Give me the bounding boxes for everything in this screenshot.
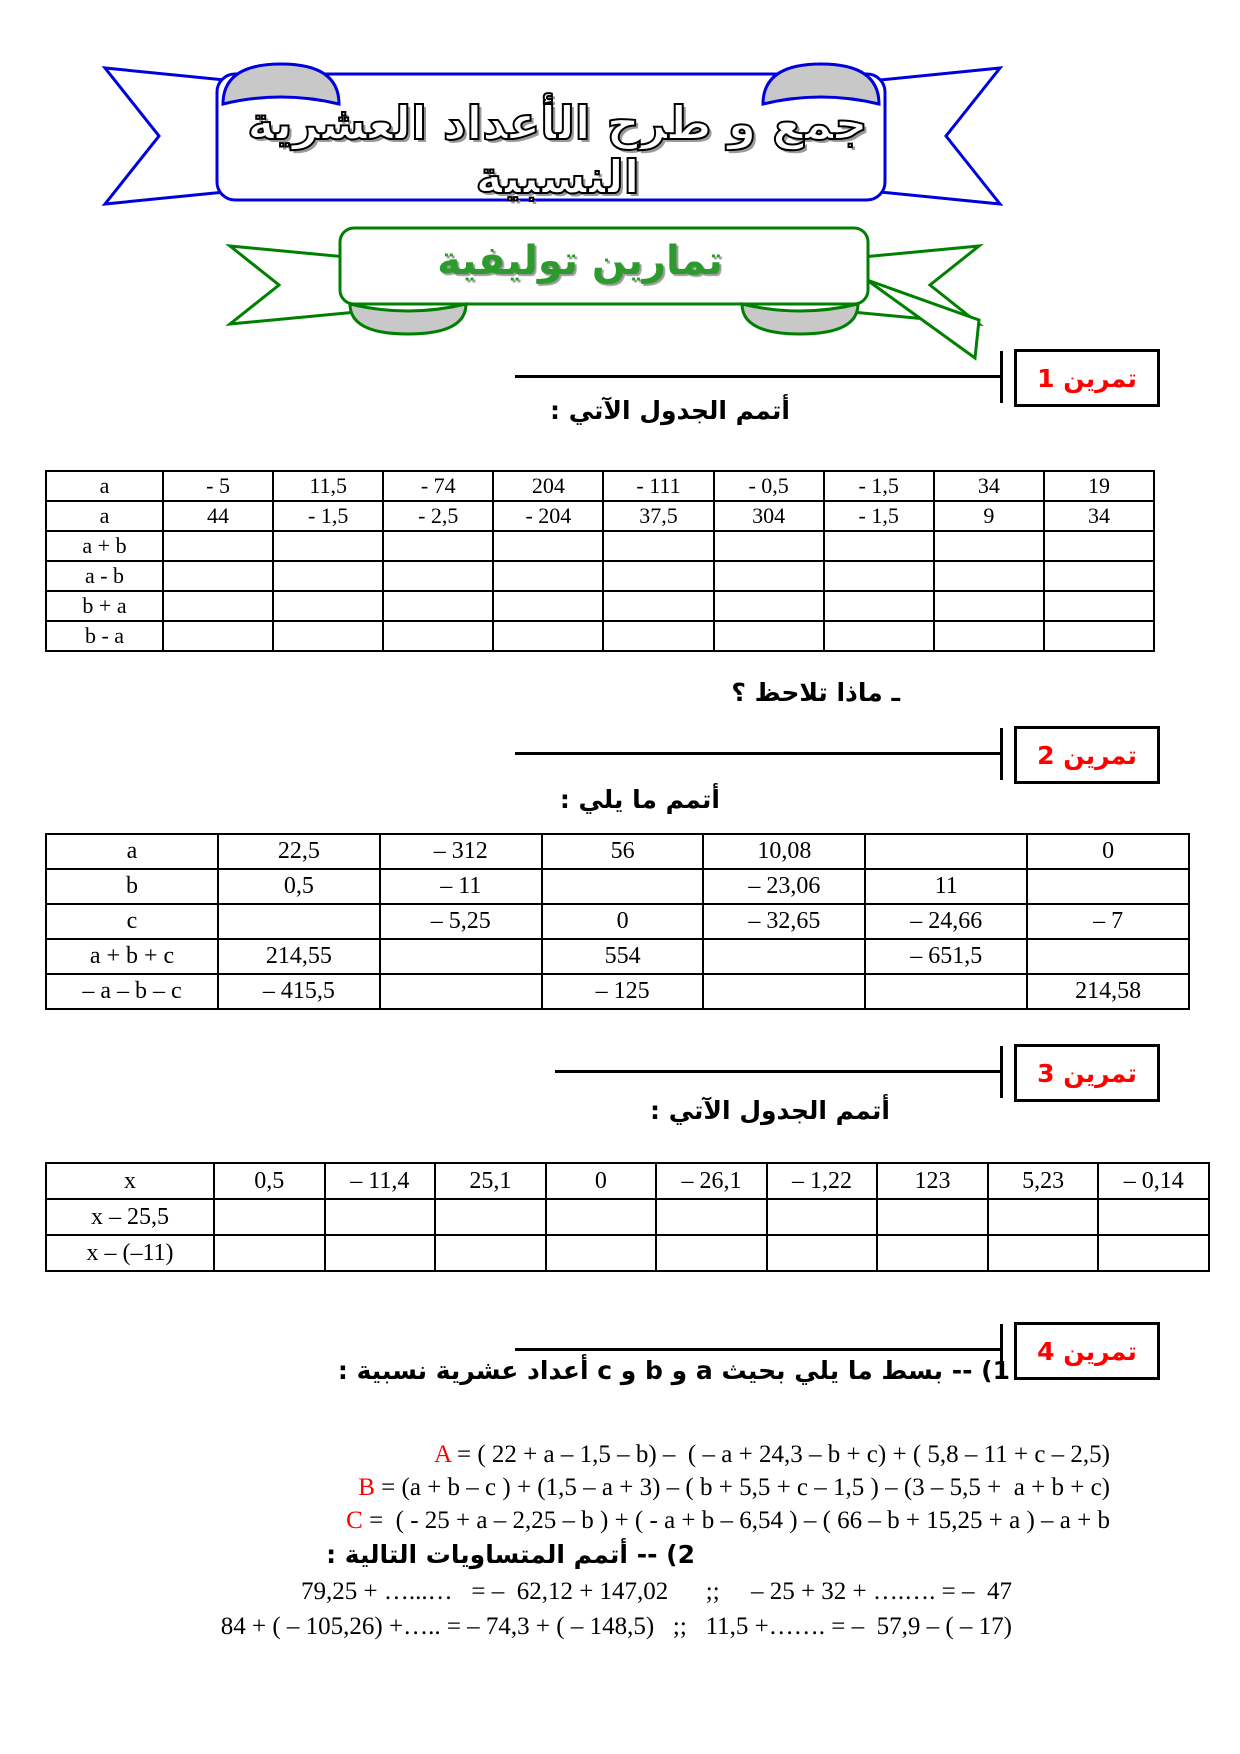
table-cell: 19 [1044, 471, 1154, 501]
table-cell: 11,5 [273, 471, 383, 501]
table-cell [325, 1199, 436, 1235]
table-cell: 214,55 [218, 939, 380, 974]
table-cell [273, 621, 383, 651]
table-row [46, 591, 1154, 621]
table-cell [435, 1235, 546, 1271]
table-cell [714, 591, 824, 621]
exercise-1-table [45, 470, 1155, 652]
table-cell [934, 591, 1044, 621]
table-cell [273, 531, 383, 561]
table-cell [603, 561, 713, 591]
exercise-3-divider-line [555, 1070, 1002, 1073]
table-cell: 214,58 [1027, 974, 1189, 1009]
table-cell: - 1,5 [824, 471, 934, 501]
table-cell [383, 621, 493, 651]
table-row [46, 1199, 1209, 1235]
table-cell [163, 561, 273, 591]
table-cell: 123 [877, 1163, 988, 1199]
table-cell [865, 834, 1027, 869]
table-cell [546, 1235, 657, 1271]
table-cell [824, 561, 934, 591]
table-cell: - 5 [163, 471, 273, 501]
exercise-4-equations [346, 1438, 1110, 1537]
row-header: b + a [46, 591, 163, 621]
table-cell [493, 621, 603, 651]
table-cell [163, 531, 273, 561]
page-title: جمع و طرح الأعداد العشرية النسبية [247, 96, 868, 204]
table-cell [714, 531, 824, 561]
row-header: a [46, 471, 163, 501]
table-cell [493, 531, 603, 561]
table-row [46, 974, 1189, 1009]
table-cell [383, 561, 493, 591]
table-cell: – 24,66 [865, 904, 1027, 939]
table-cell: – 7 [1027, 904, 1189, 939]
table-cell [877, 1199, 988, 1235]
table-cell [383, 591, 493, 621]
table-cell [380, 939, 542, 974]
exercise-3-label-box: تمرين 3 [1014, 1044, 1160, 1102]
table-cell [603, 531, 713, 561]
table-cell: – 11 [380, 869, 542, 904]
table-cell: 0 [1027, 834, 1189, 869]
row-header: b - a [46, 621, 163, 651]
table-cell: 5,23 [988, 1163, 1099, 1199]
table-row [46, 869, 1189, 904]
table-cell: - 74 [383, 471, 493, 501]
table-cell [1044, 621, 1154, 651]
table-cell [767, 1199, 878, 1235]
table-cell [603, 621, 713, 651]
table-row [46, 561, 1154, 591]
table-cell: - 1,5 [273, 501, 383, 531]
table-cell [163, 591, 273, 621]
exercise-1-label-box: تمرين 1 [1014, 349, 1160, 407]
table-cell [1027, 869, 1189, 904]
table-cell [703, 939, 865, 974]
exercise-2-divider-line [515, 752, 1002, 755]
row-header: a + b [46, 531, 163, 561]
exercise-4-part2-instruction: 2) -- أتمم المتساويات التالية : [326, 1540, 695, 1569]
equation-c-body: = ( - 25 + a – 2,25 – b ) + ( - a + b – 6,54 ) – ( 66 – b + 15,25 + a ) – a + b [369, 1507, 1110, 1534]
table-row [46, 1235, 1209, 1271]
table-cell [1098, 1199, 1209, 1235]
table-cell [988, 1199, 1099, 1235]
table-cell [542, 869, 704, 904]
table-cell: 25,1 [435, 1163, 546, 1199]
row-header: c [46, 904, 218, 939]
table-cell [218, 904, 380, 939]
table-cell: 304 [714, 501, 824, 531]
equation-a-letter: A [434, 1441, 451, 1468]
row-header: – a – b – c [46, 974, 218, 1009]
table-cell: 34 [934, 471, 1044, 501]
table-cell: - 1,5 [824, 501, 934, 531]
row-header: a - b [46, 561, 163, 591]
table-cell [383, 531, 493, 561]
table-cell [767, 1235, 878, 1271]
table-cell: – 1,22 [767, 1163, 878, 1199]
table-cell: 22,5 [218, 834, 380, 869]
table-cell: 10,08 [703, 834, 865, 869]
table-cell [877, 1235, 988, 1271]
equality-line-2: 84 + ( – 105,26) +….. = – 74,3 + ( – 148,5) ;; 11,5 +……. = – 57,9 – ( – 17) [220, 1613, 1012, 1640]
table-cell [546, 1199, 657, 1235]
exercise-1-divider-bar [1000, 351, 1003, 403]
table-cell: – 125 [542, 974, 704, 1009]
exercise-1-note: ـ ماذا تلاحظ ؟ [731, 678, 900, 707]
exercise-1-divider-line [515, 375, 1002, 378]
table-cell [824, 621, 934, 651]
table-cell [1044, 531, 1154, 561]
table-cell [1027, 939, 1189, 974]
row-header: b [46, 869, 218, 904]
table-cell: 0 [546, 1163, 657, 1199]
exercise-2-table [45, 833, 1190, 1010]
table-cell: - 204 [493, 501, 603, 531]
table-cell: - 111 [603, 471, 713, 501]
exercise-2-divider-bar [1000, 728, 1003, 780]
equation-b [346, 1471, 1110, 1504]
table-cell: – 651,5 [865, 939, 1027, 974]
table-cell [435, 1199, 546, 1235]
table-cell: 0,5 [214, 1163, 325, 1199]
table-cell [656, 1235, 767, 1271]
table-row [46, 939, 1189, 974]
table-cell [865, 974, 1027, 1009]
table-cell [325, 1235, 436, 1271]
equation-c-letter: C [346, 1507, 363, 1534]
exercise-3-divider-bar [1000, 1046, 1003, 1098]
row-header: a + b + c [46, 939, 218, 974]
table-row [46, 904, 1189, 939]
table-cell [1044, 591, 1154, 621]
table-cell: 56 [542, 834, 704, 869]
table-row [46, 1163, 1209, 1199]
table-cell: 204 [493, 471, 603, 501]
table-cell [656, 1199, 767, 1235]
table-cell [493, 561, 603, 591]
row-header: a [46, 834, 218, 869]
table-cell: – 5,25 [380, 904, 542, 939]
equality-line-1: 79,25 + …...… = – 62,12 + 147,02 ;; – 25 + 32 + ….…. = – 47 [301, 1578, 1012, 1605]
page-subtitle: تمارين توليفية [437, 238, 723, 284]
equation-b-body: = (a + b – c ) + (1,5 – a + 3) – ( b + 5,5 + c – 1,5 ) – (3 – 5,5 + a + b + c) [381, 1474, 1110, 1501]
exercise-4-label-box: تمرين 4 [1014, 1322, 1160, 1380]
table-cell: 44 [163, 501, 273, 531]
table-cell [934, 561, 1044, 591]
table-cell: – 23,06 [703, 869, 865, 904]
table-cell: 554 [542, 939, 704, 974]
table-cell: – 0,14 [1098, 1163, 1209, 1199]
table-cell: – 32,65 [703, 904, 865, 939]
table-cell: – 415,5 [218, 974, 380, 1009]
exercise-4-equalities [221, 1574, 1012, 1644]
table-cell [273, 561, 383, 591]
exercise-3-table [45, 1162, 1210, 1272]
row-header: x – 25,5 [46, 1199, 214, 1235]
exercise-1-instruction: أتمم الجدول الآتي : [550, 396, 790, 425]
table-cell [824, 591, 934, 621]
table-cell: - 2,5 [383, 501, 493, 531]
table-cell [214, 1235, 325, 1271]
table-cell [273, 591, 383, 621]
table-cell [934, 621, 1044, 651]
table-cell [714, 561, 824, 591]
table-cell: – 26,1 [656, 1163, 767, 1199]
table-cell [1044, 561, 1154, 591]
table-cell [163, 621, 273, 651]
table-cell: – 312 [380, 834, 542, 869]
exercise-4-part1-instruction: 1) -- بسط ما يلي بحيث a و b و c أعداد عشرية نسبية : [337, 1356, 1010, 1385]
row-header: a [46, 501, 163, 531]
table-cell [824, 531, 934, 561]
table-row [46, 531, 1154, 561]
table-cell [603, 591, 713, 621]
table-cell [934, 531, 1044, 561]
exercise-3-instruction: أتمم الجدول الآتي : [650, 1096, 890, 1125]
equation-b-letter: B [358, 1474, 375, 1501]
table-cell: 0 [542, 904, 704, 939]
row-header: x – (–11) [46, 1235, 214, 1271]
table-cell: 9 [934, 501, 1044, 531]
exercise-2-label-box: تمرين 2 [1014, 726, 1160, 784]
table-cell: 0,5 [218, 869, 380, 904]
equation-a [346, 1438, 1110, 1471]
table-row [46, 501, 1154, 531]
table-cell: – 11,4 [325, 1163, 436, 1199]
table-cell: 11 [865, 869, 1027, 904]
table-cell [703, 974, 865, 1009]
table-cell: 37,5 [603, 501, 713, 531]
table-row [46, 621, 1154, 651]
table-cell: - 0,5 [714, 471, 824, 501]
equation-a-body: = ( 22 + a – 1,5 – b) – ( – a + 24,3 – b + c) + ( 5,8 – 11 + c – 2,5) [456, 1441, 1110, 1468]
exercise-2-instruction: أتمم ما يلي : [559, 785, 720, 814]
table-cell: 34 [1044, 501, 1154, 531]
table-cell [988, 1235, 1099, 1271]
table-cell [380, 974, 542, 1009]
table-cell [1098, 1235, 1209, 1271]
table-cell [714, 621, 824, 651]
row-header: x [46, 1163, 214, 1199]
table-row [46, 471, 1154, 501]
table-cell [493, 591, 603, 621]
equation-c [346, 1504, 1110, 1537]
exercise-4-divider-line [515, 1348, 1002, 1351]
table-row [46, 834, 1189, 869]
table-cell [214, 1199, 325, 1235]
